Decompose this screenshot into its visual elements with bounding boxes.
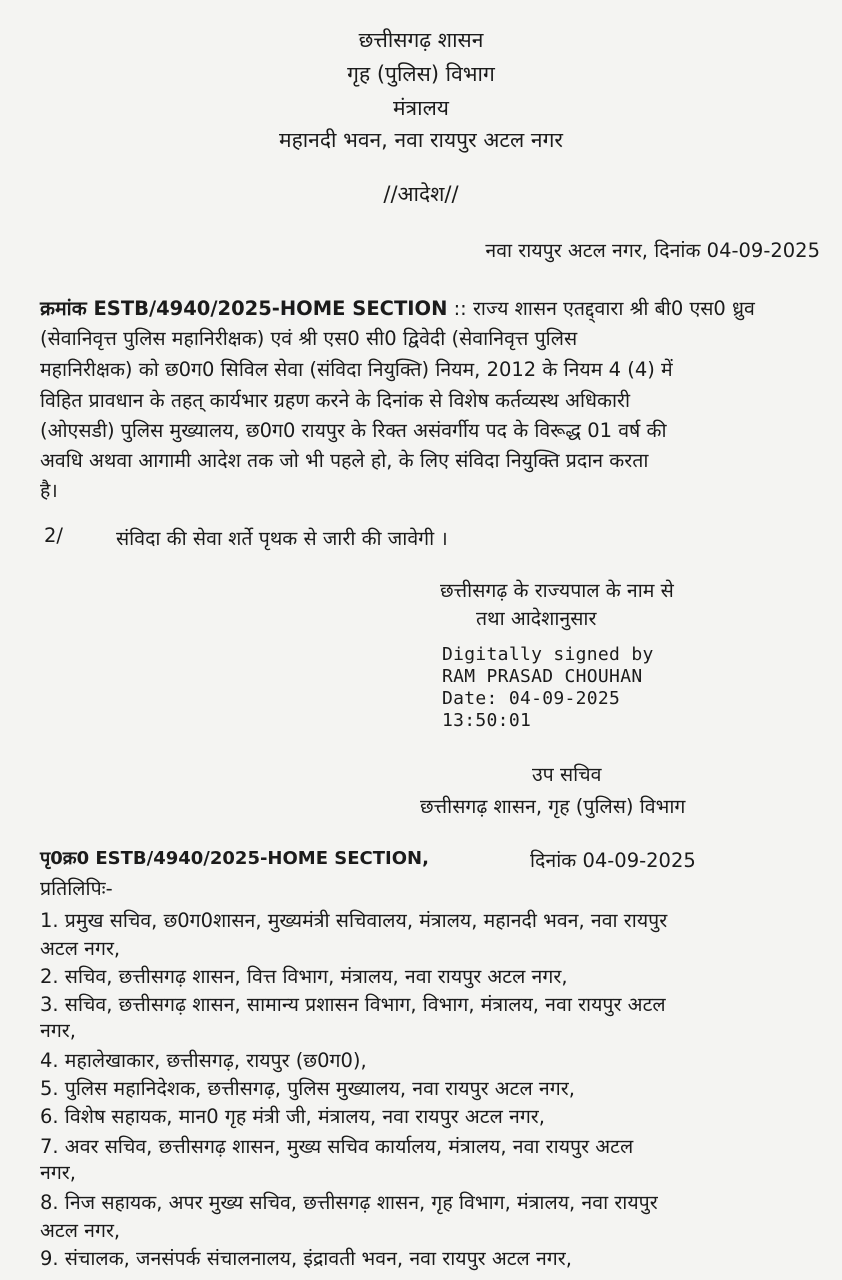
copy-to-line: 2. सचिव, छत्तीसगढ़ शासन, वित्त विभाग, मंत्रालय, नवा रायपुर अटल नगर,: [40, 965, 568, 988]
copy-to-line: अटल नगर,: [40, 937, 121, 960]
digital-signature-time: 13:50:01: [442, 710, 532, 731]
copy-to-line: 9. संचालक, जनसंपर्क संचालनालय, इंद्रावती भवन, नवा रायपुर अटल नगर,: [40, 1247, 572, 1270]
copy-to-line: 3. सचिव, छत्तीसगढ़ शासन, सामान्य प्रशासन विभाग, विभाग, मंत्रालय, नवा रायपुर अटल: [40, 993, 666, 1016]
order-text-line: महानिरीक्षक) को छ0ग0 सिविल सेवा (संविदा नियुक्ति) नियम, 2012 के नियम 4 (4) में: [40, 358, 673, 381]
para2-number: 2/: [44, 524, 63, 547]
copy-to-label: प्रतिलिपिः-: [40, 877, 113, 900]
order-body-first-line: [40, 294, 755, 321]
office-address: महानदी भवन, नवा रायपुर अटल नगर: [279, 128, 563, 152]
copy-to-line: 5. पुलिस महानिदेशक, छत्तीसगढ़, पुलिस मुख्यालय, नवा रायपुर अटल नगर,: [40, 1077, 575, 1100]
copy-to-line: अटल नगर,: [40, 1219, 121, 1242]
digital-signature-line: Digitally signed by: [442, 644, 654, 665]
copy-to-line: 6. विशेष सहायक, मान0 गृह मंत्री जी, मंत्रालय, नवा रायपुर अटल नगर,: [40, 1105, 545, 1128]
digital-signature-date: Date: 04-09-2025: [442, 688, 621, 709]
signature-line-2: तथा आदेशानुसार: [476, 607, 597, 630]
order-number: क्रमांक ESTB/4940/2025-HOME SECTION: [40, 297, 448, 320]
para2-text: संविदा की सेवा शर्ते पृथक से जारी की जावेगी ।: [116, 527, 448, 550]
department-name: गृह (पुलिस) विभाग: [347, 62, 495, 86]
order-text-line: है।: [40, 479, 58, 502]
endorsement-number: पृ0क्र0 ESTB/4940/2025-HOME SECTION,: [40, 848, 429, 869]
signature-line-1: छत्तीसगढ़ के राज्यपाल के नाम से: [440, 579, 674, 602]
digital-signature-name: RAM PRASAD CHOUHAN: [442, 666, 643, 687]
copy-to-line: 1. प्रमुख सचिव, छ0ग0शासन, मुख्यमंत्री सचिवालय, मंत्रालय, महानदी भवन, नवा रायपुर: [40, 909, 668, 932]
order-date-line: नवा रायपुर अटल नगर, दिनांक 04-09-2025: [485, 239, 820, 262]
copy-to-line: नगर,: [40, 1019, 76, 1042]
copy-to-line: नगर,: [40, 1161, 76, 1184]
order-text-line: (ओएसडी) पुलिस मुख्यालय, छ0ग0 रायपुर के रिक्त असंवर्गीय पद के विरूद्ध 01 वर्ष की: [40, 419, 667, 442]
signatory-designation: उप सचिव: [532, 763, 602, 786]
order-text-line: (सेवानिवृत्त पुलिस महानिरीक्षक) एवं श्री एस0 सी0 द्विवेदी (सेवानिवृत्त पुलिस: [40, 327, 578, 350]
signatory-department: छत्तीसगढ़ शासन, गृह (पुलिस) विभाग: [420, 795, 686, 818]
copy-to-line: 4. महालेखाकार, छत्तीसगढ़, रायपुर (छ0ग0),: [40, 1049, 367, 1072]
govt-name: छत्तीसगढ़ शासन: [358, 28, 484, 52]
order-text-line: अवधि अथवा आगामी आदेश तक जो भी पहले हो, के लिए संविदा नियुक्ति प्रदान करता: [40, 449, 649, 472]
order-title: //आदेश//: [383, 182, 459, 206]
copy-to-line: 8. निज सहायक, अपर मुख्य सचिव, छत्तीसगढ़ शासन, गृह विभाग, मंत्रालय, नवा रायपुर: [40, 1191, 658, 1214]
endorsement-date: दिनांक 04-09-2025: [530, 849, 696, 872]
order-text-line: :: राज्य शासन एतद्द्वारा श्री बी0 एस0 ध्रुव: [453, 297, 755, 320]
order-text-line: विहित प्रावधान के तहत् कार्यभार ग्रहण करने के दिनांक से विशेष कर्तव्यस्थ अधिकारी: [40, 389, 631, 412]
copy-to-line: 7. अवर सचिव, छत्तीसगढ़ शासन, मुख्य सचिव कार्यालय, मंत्रालय, नवा रायपुर अटल: [40, 1135, 634, 1158]
office-name: मंत्रालय: [392, 96, 449, 120]
